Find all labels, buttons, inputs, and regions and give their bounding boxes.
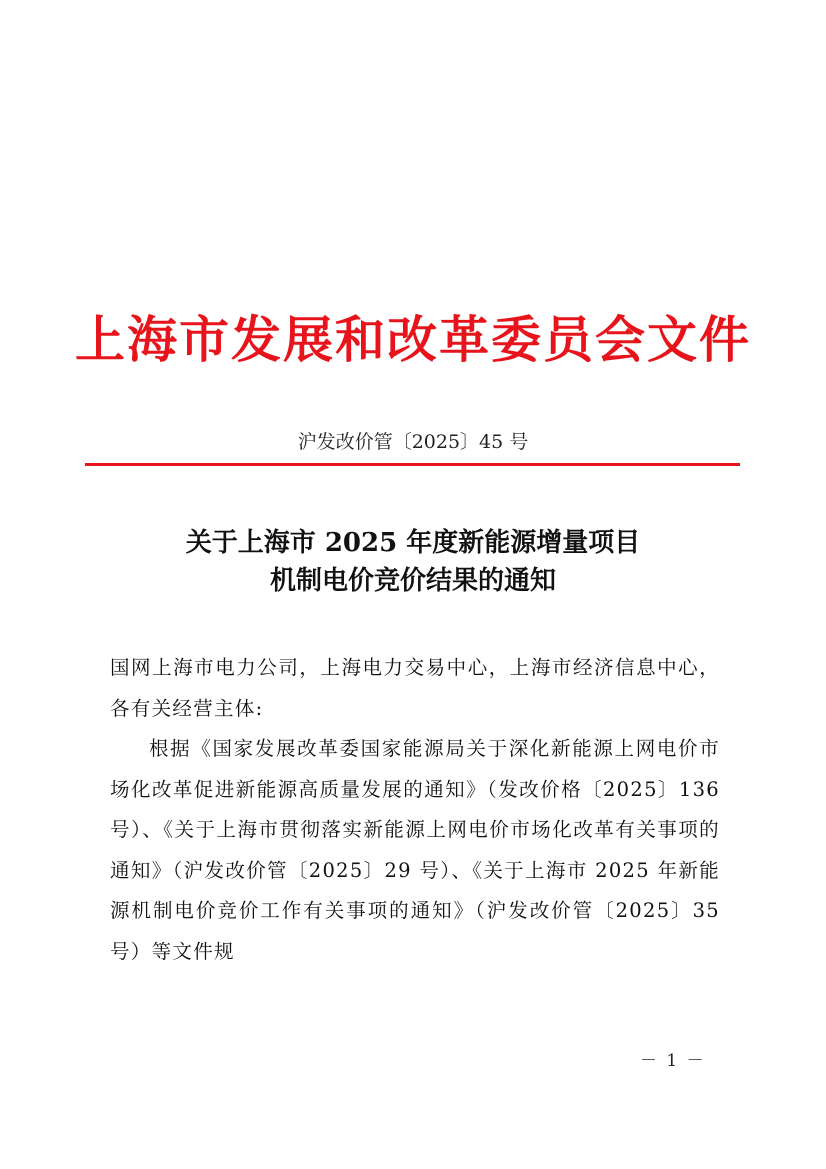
document-body — [110, 648, 720, 972]
document-number: 沪发改价管〔2025〕45 号 — [297, 431, 529, 453]
page-number: － 1 － — [640, 1051, 706, 1071]
body-paragraph: 根据《国家发展改革委国家能源局关于深化新能源上网电价市场化改革促进新能源高质量发展的通知》（发改价格〔2025〕136 号）、《关于上海市贯彻落实新能源上网电价市场化改革有关事项的通知》（沪发改价管〔2025〕29 号）、《关于上海市 2025 年新能源机制电价竞价工作有关事项的通知》（沪发改价管〔2025〕35 号）等文件规 — [110, 737, 720, 963]
document-masthead: 上海市发展和改革委员会文件 — [75, 310, 751, 369]
document-title — [0, 524, 826, 600]
addressee-paragraph: 国网上海市电力公司，上海电力交易中心，上海市经济信息中心，各有关经营主体: — [110, 656, 720, 720]
red-divider-line — [85, 463, 740, 466]
title-line-2: 机制电价竞价结果的通知 — [269, 566, 556, 596]
title-line-1: 关于上海市 2025 年度新能源增量项目 — [185, 528, 641, 558]
